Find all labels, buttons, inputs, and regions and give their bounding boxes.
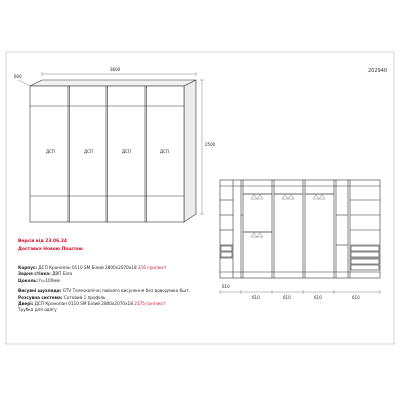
front-width-label: 3600 <box>110 67 121 72</box>
section-width-label-5: 610 <box>352 295 360 300</box>
spec-line: Розсувна система: Сотовий 1 профіль <box>18 294 106 300</box>
front-depth-label: 600 <box>14 74 22 79</box>
drawing-code: 202940 <box>368 68 388 74</box>
wardrobe-top <box>30 80 196 86</box>
spec-line: Двері: ДСП Кронопан 0110 SM Білий 2800х2070х18 2175 грн/лист <box>18 301 166 307</box>
wardrobe-side <box>184 80 196 222</box>
section-width-label-4: 610 <box>314 295 322 300</box>
section-width-label-1: 610 <box>222 284 230 289</box>
section-width-label-3: 610 <box>283 295 291 300</box>
delivery-line: Доставка Новою Поштою <box>18 247 83 252</box>
door-label-2: ДСП <box>84 149 93 154</box>
spec-line: Трубка для одягу <box>18 307 57 313</box>
depth-dim-line <box>18 80 30 86</box>
version-line: Версія від 23.06.24 <box>18 239 67 244</box>
spec-line: Цоколь: h=100мм <box>18 277 60 283</box>
spec-line: Задня стінка: ДВП Біла <box>18 271 73 277</box>
spec-line: Висувні шухляди: GTV Телескопічні повного висунення без доводчика 6шт. <box>18 288 190 294</box>
door-label-1: ДСП <box>46 149 55 154</box>
wardrobe-body <box>30 86 184 222</box>
section-width-label-2: 610 <box>252 295 260 300</box>
spec-notes <box>18 265 318 314</box>
front-height-label: 2500 <box>205 142 216 147</box>
spec-line: Корпус: ДСП Кронопан 0110 SM Білий 2800х2070х18 216 грн/лист <box>18 265 167 270</box>
door-label-3: ДСП <box>122 149 131 154</box>
door-label-4: ДСП <box>160 149 169 154</box>
wardrobe-interior-view <box>220 180 380 278</box>
interior-body <box>220 180 380 278</box>
